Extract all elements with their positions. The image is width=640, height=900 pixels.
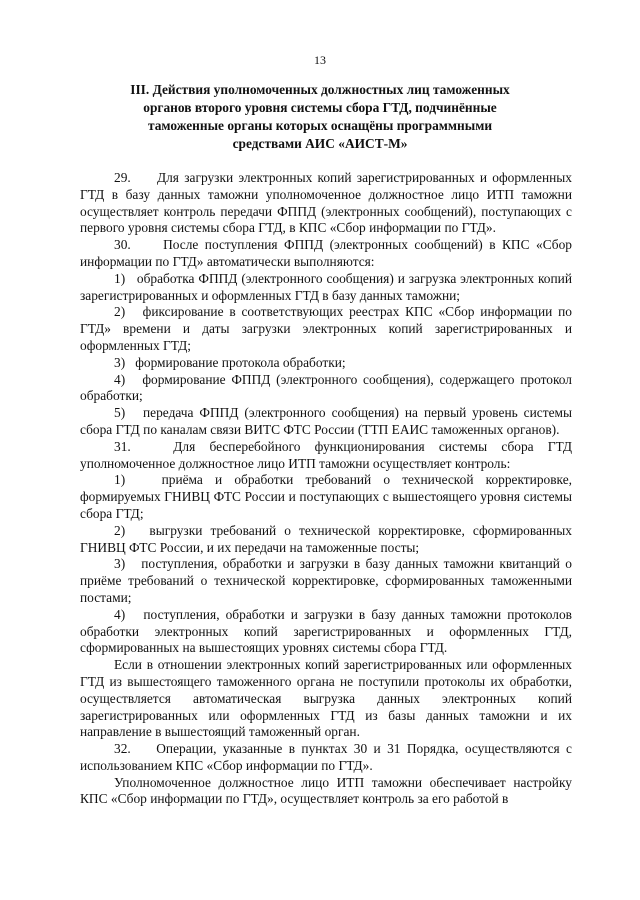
list-item-31-4: 4) поступления, обработки и загрузки в базу данных таможни протоколов обработки электронных копий зарегистрированных и оформленных ГТД, сформированных на вышестоящих уровнях системы сбора ГТД. bbox=[80, 606, 572, 656]
heading-line: III. Действия уполномоченных должностных лиц таможенных bbox=[130, 82, 510, 97]
heading-line: средствами АИС «АИСТ-М» bbox=[232, 136, 408, 151]
section-heading bbox=[105, 81, 535, 153]
list-item-30-3: 3) формирование протокола обработки; bbox=[114, 354, 346, 370]
list-item-30-1: 1) обработка ФППД (электронного сообщения) и загрузка электронных копий зарегистрированных и оформленных ГТД в базу данных таможни; bbox=[80, 270, 572, 303]
list-item-31-1: 1) приёма и обработки требований о технической корректировке, формируемых ГНИВЦ ФТС России и поступающих с вышестоящего уровня системы сбора ГТД; bbox=[80, 472, 572, 521]
paragraph-31-note: Если в отношении электронных копий зарегистрированных или оформленных ГТД из вышестоящего таможенного органа не поступили протоколы их обработки, осуществляется автоматическая выгрузка данных электронных копий зарегистрированных или оформленных ГТД из базы данных таможни и их направление в вышестоящий таможенный орган. bbox=[80, 657, 572, 740]
paragraph-30: 30. После поступления ФППД (электронных сообщений) в КПС «Сбор информации по ГТД» автоматически выполняются: bbox=[80, 237, 572, 269]
list-item-31-3: 3) поступления, обработки и загрузки в базу данных таможни квитанций о приёме требований о технической корректировке, сформированных таможенными постами; bbox=[80, 556, 572, 605]
heading-line: таможенные органы которых оснащёны программными bbox=[147, 118, 493, 133]
list-item-31-2: 2) выгрузки требований о технической корректировке, сформированных ГНИВЦ ФТС России, и их передачи на таможенные посты; bbox=[80, 522, 572, 555]
heading-line: органов второго уровня системы сбора ГТД, подчинённые bbox=[143, 100, 497, 115]
paragraph-32-continued: Уполномоченное должностное лицо ИТП таможни обеспечивает настройку КПС «Сбор информации по ГТД», осуществляет контроль за его работой в bbox=[80, 774, 572, 807]
list-item-30-4: 4) формирование ФППД (электронного сообщения), содержащего протокол обработки; bbox=[80, 371, 572, 404]
list-item-30-5: 5) передача ФППД (электронного сообщения) на первый уровень системы сбора ГТД по каналам связи ВИТС ФТС России (ТТП ЕАИС таможенных органов). bbox=[80, 405, 572, 437]
list-item-30-2: 2) фиксирование в соответствующих реестрах КПС «Сбор информации по ГТД» времени и даты загрузки электронных копий зарегистрированных и оформленных ГТД; bbox=[80, 304, 572, 353]
paragraph-31: 31. Для бесперебойного функционирования системы сбора ГТД уполномоченное должностное лицо ИТП таможни осуществляет контроль: bbox=[80, 438, 572, 471]
document-body bbox=[80, 170, 572, 808]
paragraph-32: 32. Операции, указанные в пунктах 30 и 31 Порядка, осуществляются с использованием КПС «Сбор информации по ГТД». bbox=[80, 741, 572, 773]
paragraph-29: 29. Для загрузки электронных копий зарегистрированных и оформленных ГТД в базу данных таможни уполномоченное должностное лицо ИТП таможни осуществляет контроль передачи ФППД (электронных сообщений), поступающих с первого уровня системы сбора ГТД, в КПС «Сбор информации по ГТД». bbox=[80, 170, 572, 236]
page-number: 13 bbox=[314, 53, 326, 67]
